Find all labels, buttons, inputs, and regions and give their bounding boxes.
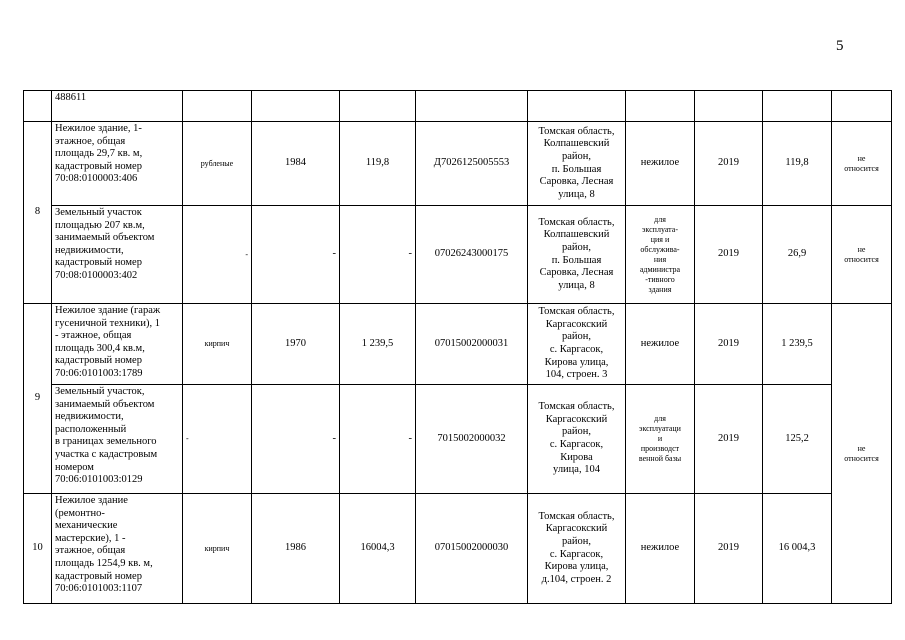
cadastral-number: 07015002000031	[416, 304, 528, 385]
table-row	[24, 304, 892, 385]
object-area: -	[340, 385, 416, 494]
valuation-year	[695, 91, 763, 122]
row-number: 9	[24, 304, 52, 494]
object-address: Томская область, Колпашевский район, п. Большая Саровка, Лесная улица, 8	[528, 206, 626, 304]
object-name: Нежилое здание, 1- этажное, общая площадь 29,7 кв. м, кадастровый номер 70:08:0100003:406	[52, 122, 183, 206]
object-address: Томская область, Каргасокский район, с. Каргасок, Кирова улица, 104	[528, 385, 626, 494]
relates-status: не относится	[832, 304, 892, 604]
cadastral-number: 07015002000030	[416, 494, 528, 604]
object-name: Нежилое здание (ремонтно- механические мастерские), 1 - этажное, общая площадь 1254,9 кв. м, кадастровый номер 70:06:0101003:1107	[52, 494, 183, 604]
row-number: 8	[24, 122, 52, 304]
wall-material: рубленые	[183, 122, 252, 206]
object-name: Земельный участок, занимаемый объектом недвижимости, расположенный в границах земельного участка с кадастровым номером 70:06:0101003:0129	[52, 385, 183, 494]
valuation-area: 125,2	[763, 385, 832, 494]
build-year: -	[252, 385, 340, 494]
cadastral-number: 07026243000175	[416, 206, 528, 304]
object-area: 1 239,5	[340, 304, 416, 385]
valuation-area: 1 239,5	[763, 304, 832, 385]
object-address: Томская область, Каргасокский район, с. Каргасок, Кирова улица, 104, строен. 3	[528, 304, 626, 385]
table-row	[24, 122, 892, 206]
valuation-area: 119,8	[763, 122, 832, 206]
valuation-year: 2019	[695, 206, 763, 304]
object-area: -	[340, 206, 416, 304]
wall-material: -	[183, 206, 252, 304]
wall-material: кирпич	[183, 494, 252, 604]
build-year: 1986	[252, 494, 340, 604]
build-year: -	[252, 206, 340, 304]
build-year: 1984	[252, 122, 340, 206]
valuation-area	[763, 91, 832, 122]
valuation-year: 2019	[695, 122, 763, 206]
object-name: Земельный участок площадью 207 кв.м, занимаемый объектом недвижимости, кадастровый номер 70:08:0100003:402	[52, 206, 183, 304]
object-purpose: нежилое	[626, 122, 695, 206]
row-number: 10	[24, 494, 52, 604]
page-number: 5	[836, 38, 844, 54]
object-area	[340, 91, 416, 122]
object-purpose: нежилое	[626, 304, 695, 385]
object-name: Нежилое здание (гараж гусеничной техники), 1 - этажное, общая площадь 300,4 кв.м, кадастровый номер 70:06:0101003:1789	[52, 304, 183, 385]
row-number	[24, 91, 52, 122]
relates-status	[832, 91, 892, 122]
build-year: 1970	[252, 304, 340, 385]
wall-material	[183, 91, 252, 122]
object-area: 16004,3	[340, 494, 416, 604]
object-address	[528, 91, 626, 122]
table-row	[24, 385, 892, 494]
wall-material: кирпич	[183, 304, 252, 385]
build-year	[252, 91, 340, 122]
cadastral-number: Д7026125005553	[416, 122, 528, 206]
cadastral-number	[416, 91, 528, 122]
valuation-area: 26,9	[763, 206, 832, 304]
table-row	[24, 91, 892, 122]
object-purpose	[626, 91, 695, 122]
relates-status: не относится	[832, 122, 892, 206]
object-purpose: для эксплуата- ция и обслужива- ния администра -тивного здания	[626, 206, 695, 304]
relates-status: не относится	[832, 206, 892, 304]
valuation-area: 16 004,3	[763, 494, 832, 604]
table-row	[24, 206, 892, 304]
object-purpose: для эксплуатаци и производст венной базы	[626, 385, 695, 494]
property-table	[23, 90, 892, 604]
valuation-year: 2019	[695, 304, 763, 385]
object-address: Томская область, Колпашевский район, п. Большая Саровка, Лесная улица, 8	[528, 122, 626, 206]
object-address: Томская область, Каргасокский район, с. Каргасок, Кирова улица, д.104, строен. 2	[528, 494, 626, 604]
valuation-year: 2019	[695, 494, 763, 604]
wall-material: -	[183, 385, 252, 494]
valuation-year: 2019	[695, 385, 763, 494]
object-area: 119,8	[340, 122, 416, 206]
object-purpose: нежилое	[626, 494, 695, 604]
table-row	[24, 494, 892, 604]
object-name: 488611	[52, 91, 183, 122]
cadastral-number: 7015002000032	[416, 385, 528, 494]
